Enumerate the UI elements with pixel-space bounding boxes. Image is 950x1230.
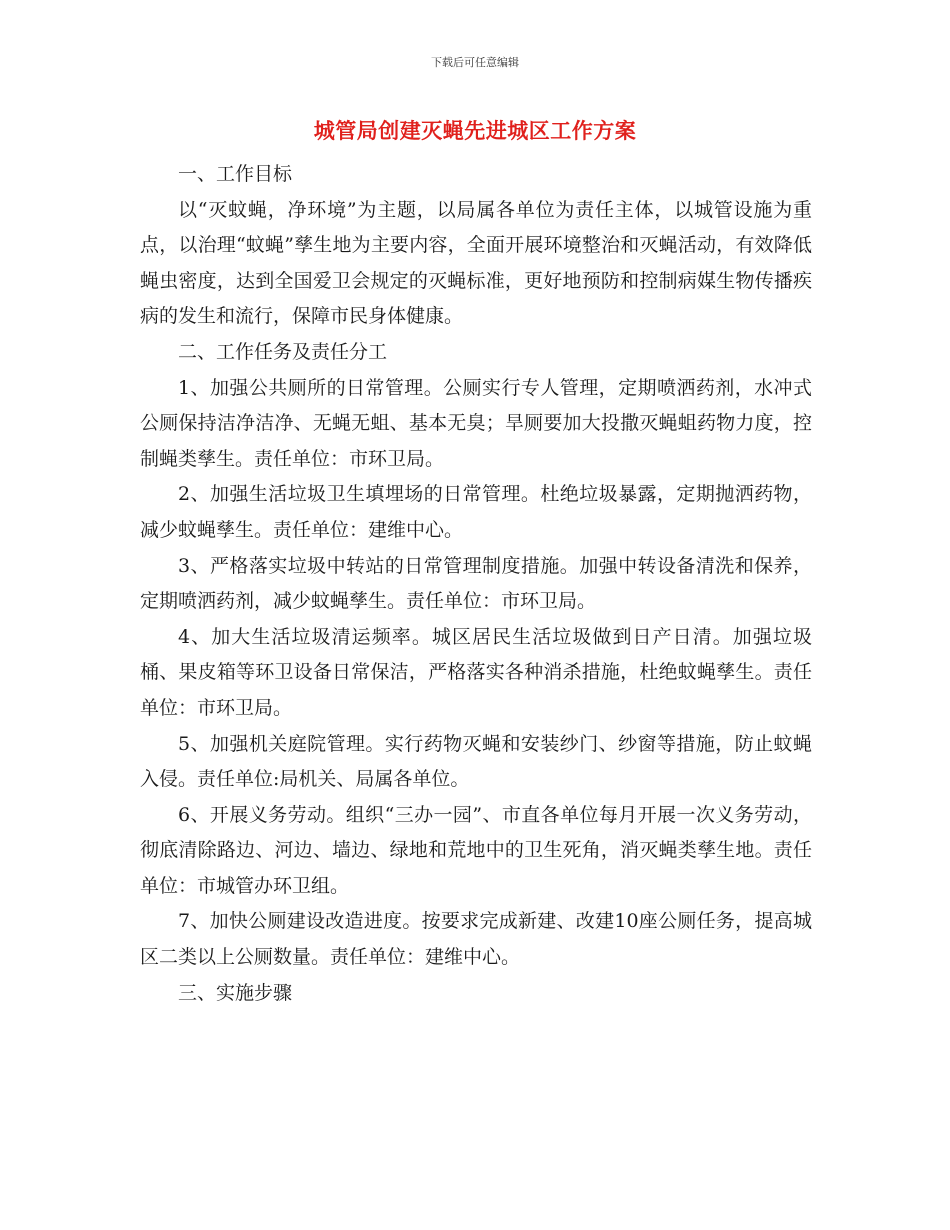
section-heading: 二、工作任务及责任分工 bbox=[178, 340, 388, 363]
document-body bbox=[140, 157, 812, 1011]
paragraph: 2、加强生活垃圾卫生填埋场的日常管理。杜绝垃圾暴露，定期抛洒药物，减少蚊蝇孳生。责任单位：建维中心。 bbox=[140, 483, 812, 541]
paragraph: 7、加快公厕建设改造进度。按要求完成新建、改建10座公厕任务，提高城区二类以上公厕数量。责任单位：建维中心。 bbox=[140, 910, 812, 969]
document-title: 城管局创建灭蝇先进城区工作方案 bbox=[313, 119, 637, 143]
paragraph: 5、加强机关庭院管理。实行药物灭蝇和安装纱门、纱窗等措施，防止蚊蝇入侵。责任单位:局机关、局属各单位。 bbox=[140, 732, 812, 791]
paragraph: 6、开展义务劳动。组织“三办一园”、市直各单位每月开展一次义务劳动，彻底清除路边、河边、墙边、绿地和荒地中的卫生死角，消灭蝇类孳生地。责任单位：市城管办环卫组。 bbox=[140, 803, 812, 897]
paragraph: 1、加强公共厕所的日常管理。公厕实行专人管理，定期喷洒药剂，水冲式公厕保持洁净洁净、无蝇无蛆、基本无臭；旱厕要加大投撒灭蝇蛆药物力度，控制蝇类孳生。责任单位：市环卫局。 bbox=[140, 376, 812, 470]
paragraph: 3、严格落实垃圾中转站的日常管理制度措施。加强中转设备清洗和保养，定期喷洒药剂，减少蚊蝇孳生。责任单位：市环卫局。 bbox=[140, 554, 812, 613]
paragraph: 4、加大生活垃圾清运频率。城区居民生活垃圾做到日产日清。加强垃圾桶、果皮箱等环卫设备日常保洁，严格落实各种消杀措施，杜绝蚊蝇孳生。责任单位：市环卫局。 bbox=[140, 625, 812, 719]
header-note: 下载后可任意编辑 bbox=[431, 56, 519, 69]
section-heading: 一、工作目标 bbox=[178, 163, 293, 185]
section-heading: 三、实施步骤 bbox=[178, 981, 293, 1004]
paragraph: 以“灭蚊蝇，净环境”为主题，以局属各单位为责任主体，以城管设施为重点，以治理“蚊蝇”孳生地为主要内容，全面开展环境整治和灭蝇活动，有效降低蝇虫密度，达到全国爱卫会规定的灭蝇标准，更好地预防和控制病媒生物传播疾病的发生和流行，保障市民身体健康。 bbox=[140, 198, 812, 328]
